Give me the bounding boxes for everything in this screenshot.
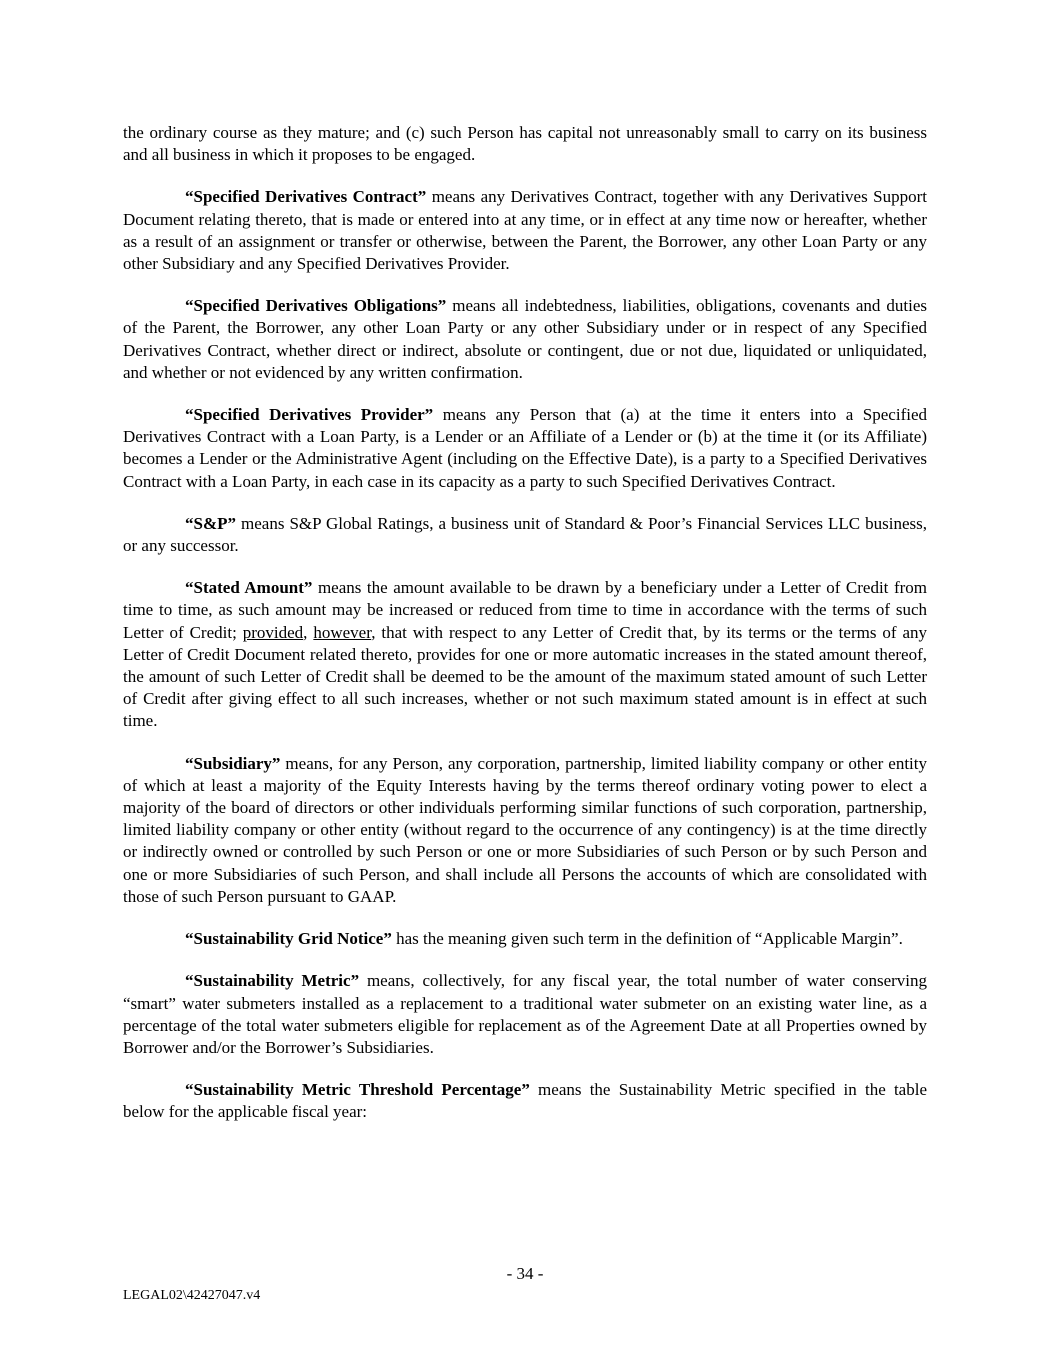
paragraph-sustainability-metric bbox=[123, 970, 927, 1059]
defined-term: “Subsidiary” bbox=[185, 753, 281, 773]
body-text: means the Sustainability Metric specified in the table below for the applicable fiscal year: bbox=[123, 1080, 928, 1122]
defined-term: “S&P” bbox=[185, 513, 236, 533]
body-text: means any Person that (a) at the time it enters into a Specified Derivatives Contract with a Loan Party, is a Lender or an Affiliate of a Lender or (b) at the time it (or its Affiliate) becomes a Lender or the Administrative Agent (including on the Effective Date), is a party to a Specified Derivatives Contract with a Loan Party, in each case in its capacity as a party to such Specified Derivatives Contract. bbox=[123, 405, 927, 491]
defined-term: “Sustainability Metric Threshold Percentage” bbox=[185, 1080, 530, 1100]
paragraph-stated-amount bbox=[123, 577, 927, 732]
defined-term: “Sustainability Metric” bbox=[185, 971, 360, 991]
defined-term: “Specified Derivatives Obligations” bbox=[185, 296, 447, 316]
paragraph-specified-derivatives-contract bbox=[123, 186, 927, 275]
body-text: , bbox=[303, 622, 314, 642]
defined-term: “Specified Derivatives Contract” bbox=[185, 187, 427, 207]
body-text: means any Derivatives Contract, together with any Derivatives Support Document relating thereto, that is made or entered into at any time, or in effect at any time now or hereafter, whether as a result of an assignment or transfer or otherwise, between the Parent, the Borrower, any other Loan Party or any other Subsidiary and any Specified Derivatives Provider. bbox=[123, 187, 927, 274]
defined-term: “Stated Amount” bbox=[185, 578, 313, 598]
paragraph-specified-derivatives-obligations bbox=[123, 295, 927, 384]
underlined-text: however bbox=[313, 622, 372, 642]
body-text: has the meaning given such term in the definition of “Applicable Margin”. bbox=[391, 929, 903, 949]
underlined-text: provided bbox=[242, 622, 304, 642]
document-body bbox=[123, 122, 927, 1144]
defined-term: “Sustainability Grid Notice” bbox=[185, 929, 392, 949]
paragraph-specified-derivatives-provider bbox=[123, 404, 927, 493]
body-text: means S&P Global Ratings, a business unit of Standard & Poor’s Financial Services LLC business, or any successor. bbox=[123, 513, 927, 556]
paragraph-sustainability-grid-notice bbox=[123, 928, 927, 950]
body-text: means all indebtedness, liabilities, obligations, covenants and duties of the Parent, the Borrower, any other Loan Party or any other Subsidiary under or in respect of any Specified Derivatives Contract, whether direct or indirect, absolute or contingent, due or not due, liquidated or unliquidated, and whether or not evidenced by any written confirmation. bbox=[123, 296, 928, 382]
body-text: means, for any Person, any corporation, partnership, limited liability company or other entity of which at least a majority of the Equity Interests having by the terms thereof ordinary voting power to elect a majority of the board of directors or other individuals performing similar functions of such corporation, partnership, limited liability company or other entity (without regard to the occurrence of any contingency) is at the time directly or indirectly owned or controlled by such Person or one or more Subsidiaries of such Person or by such Person and one or more Subsidiaries of such Person, and shall include all Persons the accounts of which are consolidated with those of such Person pursuant to GAAP. bbox=[123, 753, 927, 906]
paragraph-subsidiary bbox=[123, 753, 927, 908]
paragraph-s-and-p bbox=[123, 513, 927, 557]
defined-term: “Specified Derivatives Provider” bbox=[185, 405, 434, 425]
paragraph-sustainability-metric-threshold-percentage bbox=[123, 1079, 927, 1123]
body-text: , that with respect to any Letter of Credit that, by its terms or the terms of any Letter of Credit Document related thereto, provides for one or more automatic increases in the stated amount thereof, the amount of such Letter of Credit shall be deemed to be the amount of the maximum stated amount of such Letter of Credit after giving effect to all such increases, whether or not such maximum stated amount is in effect at such time. bbox=[123, 622, 927, 731]
page-number: - 34 - bbox=[506, 1264, 544, 1283]
body-text: means, collectively, for any fiscal year, the total number of water conserving “smart” water submeters installed as a replacement to a traditional water submeter on an existing water line, as a percentage of the total water submeters eligible for replacement as of the Agreement Date at all Properties owned by Borrower and/or the Borrower’s Subsidiaries. bbox=[123, 971, 928, 1057]
body-text: means the amount available to be drawn by a beneficiary under a Letter of Credit from time to time, as such amount may be increased or reduced from time to time in accordance with the terms of such Letter of Credit; bbox=[123, 578, 927, 642]
document-id: LEGAL02\42427047.v4 bbox=[123, 1288, 261, 1303]
body-text: the ordinary course as they mature; and (c) such Person has capital not unreasonably small to carry on its business and all business in which it proposes to be engaged. bbox=[123, 123, 927, 165]
paragraph-carryover-text bbox=[123, 122, 927, 166]
